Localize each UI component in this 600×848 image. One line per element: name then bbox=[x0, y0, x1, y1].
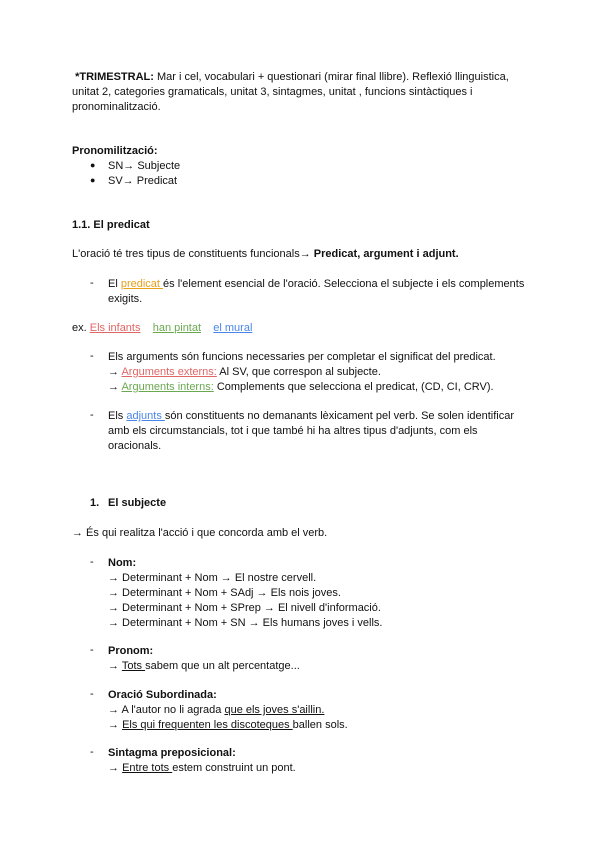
text: ballen sols. bbox=[292, 719, 348, 731]
adjunts-term: adjunts bbox=[126, 410, 165, 422]
nom-line: → Determinant + Nom → El nostre cervell. bbox=[108, 572, 317, 584]
arguments-text: Els arguments són funcions necessaries per completar el significat del predicat. bbox=[108, 351, 496, 363]
pronom-heading: Pronomilització: bbox=[72, 145, 158, 157]
nom-line: → Determinant + Nom + SPrep → El nivell d'informació. bbox=[108, 602, 381, 614]
subordinada-label: Oració Subordinada: bbox=[108, 689, 217, 701]
predicat-bullet-1 bbox=[108, 277, 528, 307]
subjecte-heading: El subjecte bbox=[108, 497, 167, 509]
preposicional-label: Sintagma preposicional: bbox=[108, 747, 236, 759]
subordinada-example-1 bbox=[108, 703, 528, 718]
preposicional-block bbox=[108, 746, 528, 776]
trimestral-label: *TRIMESTRAL: bbox=[75, 71, 154, 83]
underlined-subject: Els qui frequenten les discoteques bbox=[122, 719, 293, 731]
text: estem construint un pont. bbox=[172, 762, 296, 774]
predicat-heading: 1.1. El predicat bbox=[72, 219, 150, 231]
text: sabem que un alt percentatge... bbox=[145, 660, 300, 672]
text: El bbox=[108, 278, 121, 290]
predicat-intro-bold: Predicat, argument i adjunt. bbox=[313, 248, 459, 260]
text: Al SV, que correspon al subjecte. bbox=[216, 366, 381, 378]
arrow: → bbox=[108, 762, 123, 774]
example-subject: Els infants bbox=[89, 322, 141, 334]
pronom-block bbox=[108, 644, 528, 674]
subordinada-block bbox=[108, 688, 528, 733]
arguments-externs-line bbox=[108, 365, 528, 380]
nom-block bbox=[108, 556, 528, 631]
list-dash: - bbox=[90, 644, 94, 656]
underlined-subject: Tots bbox=[121, 660, 146, 672]
underlined-subject: Entre tots bbox=[122, 762, 173, 774]
predicat-bullet-3 bbox=[108, 409, 528, 454]
example-line bbox=[72, 321, 528, 336]
nom-line: → Determinant + Nom + SAdj → Els nois joves. bbox=[108, 587, 341, 599]
arguments-interns-term: Arguments interns: bbox=[121, 381, 214, 393]
arguments-externs-term: Arguments externs: bbox=[121, 366, 217, 378]
example-object: el mural bbox=[213, 322, 253, 334]
arrow: → bbox=[108, 719, 123, 731]
nom-label: Nom: bbox=[108, 557, 137, 569]
text: és l'element esencial de l'oració. Selecciona el subjecte i els complements exigits. bbox=[108, 278, 525, 305]
pronom-label: Pronom: bbox=[108, 645, 154, 657]
text: Complements que selecciona el predicat, (CD, CI, CRV). bbox=[213, 381, 494, 393]
arrow: → bbox=[108, 660, 122, 672]
list-dash: - bbox=[90, 688, 94, 700]
predicat-intro-text: L'oració té tres tipus de constituents funcionals→ bbox=[72, 248, 314, 260]
example-verb: han pintat bbox=[152, 322, 202, 334]
list-dash: - bbox=[90, 556, 94, 568]
predicat-intro bbox=[72, 247, 542, 262]
list-dash: - bbox=[90, 350, 94, 362]
bullet-dot: ● bbox=[90, 175, 96, 185]
subjecte-number: 1. bbox=[90, 497, 100, 509]
pronom-example bbox=[108, 659, 528, 674]
trimestral-paragraph bbox=[72, 70, 528, 115]
list-dash: - bbox=[90, 746, 94, 758]
subordinada-example-2 bbox=[108, 718, 528, 733]
nom-line: → Determinant + Nom + SN → Els humans joves i vells. bbox=[108, 617, 383, 629]
bullet-dot: ● bbox=[90, 160, 96, 170]
arguments-interns-line bbox=[108, 380, 528, 395]
underlined-subject: que els joves s'aillin. bbox=[224, 704, 325, 716]
predicat-term: predicat bbox=[120, 278, 164, 290]
list-dash: - bbox=[90, 277, 94, 289]
text: → A l'autor no li agrada bbox=[108, 704, 225, 716]
trimestral-text: Mar i cel, vocabulari + questionari (mirar final llibre). Reflexió llinguistica, unitat 2, categories gramaticals, unitat 3, sintagmes, unitat , funcions sintàctiques i pronominalització. bbox=[72, 71, 509, 113]
arrow: → bbox=[108, 381, 122, 393]
pronom-item: SN→ Subjecte bbox=[108, 160, 181, 172]
list-dash: - bbox=[90, 409, 94, 421]
arrow: → bbox=[108, 366, 122, 378]
subjecte-intro: → És qui realitza l'acció i que concorda amb el verb. bbox=[72, 527, 328, 539]
text: són constituents no demanants lèxicament pel verb. Se solen identificar amb els circumstancials, tot i que també hi ha altres tipus d'adjunts, com els oracionals. bbox=[108, 410, 515, 452]
text: Els bbox=[108, 410, 127, 422]
example-label: ex. bbox=[72, 322, 90, 334]
preposicional-example bbox=[108, 761, 528, 776]
pronom-item: SV→ Predicat bbox=[108, 175, 178, 187]
predicat-bullet-2 bbox=[108, 350, 528, 395]
